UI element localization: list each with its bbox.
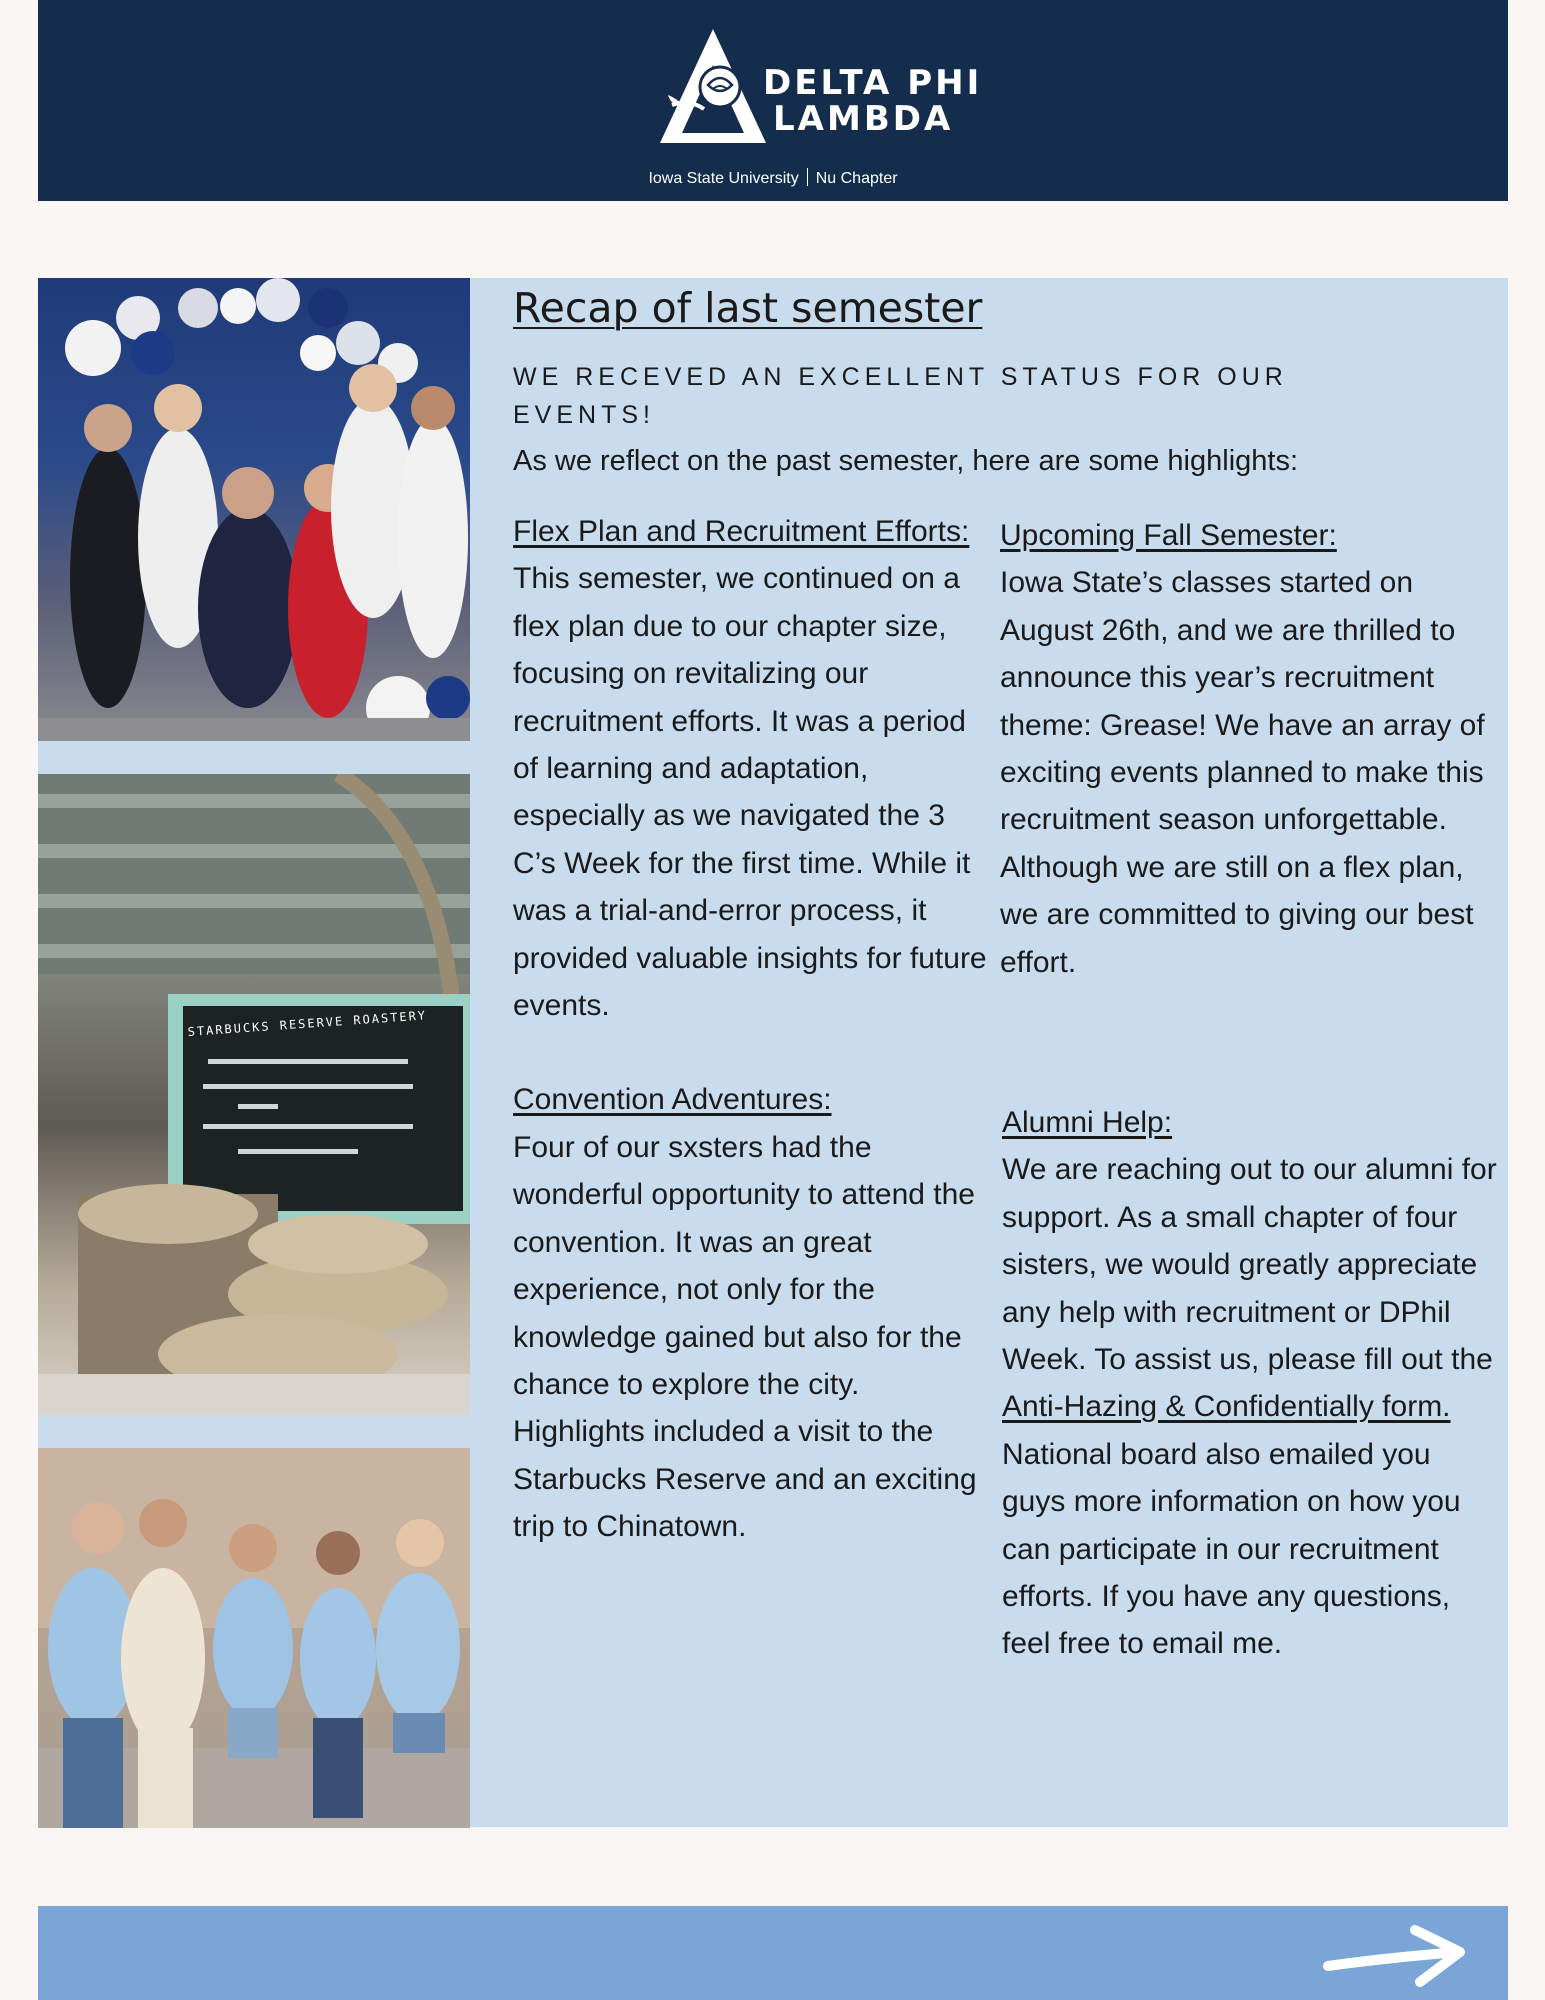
convention-heading: Convention Adventures: — [513, 1083, 832, 1117]
right-column-top — [1000, 512, 1500, 986]
fall-semester-heading: Upcoming Fall Semester: — [1000, 519, 1337, 552]
convention-body: Four of our sxsters had the wonderful opportunity to attend the convention. It was an great experience, not only for the knowledge gained but also for the chance to explore the city. Highlights included a visit to the Starbucks Reserve and an exciting trip to Chinatown. — [513, 1130, 977, 1544]
delta-rose-logo-icon — [658, 25, 768, 145]
university-name: Iowa State University — [648, 170, 799, 187]
chapter-logo — [658, 25, 983, 150]
chapter-name: Nu Chapter — [815, 170, 898, 187]
group-photo-balloons — [38, 278, 470, 741]
alumni-help-heading: Alumni Help: — [1002, 1106, 1173, 1139]
flex-plan-heading: Flex Plan and Recruitment Efforts: — [513, 515, 970, 548]
alumni-body-start: We are reaching out to our alumni for support. As a small chapter of four sisters, we would greatly appreciate any help with recruitment or DPhil Week. To assist us, please fill out the — [1002, 1153, 1497, 1377]
footer-bar — [38, 1906, 1508, 2000]
right-column-bottom — [1002, 1099, 1502, 1668]
alumni-help-body — [1002, 1146, 1502, 1667]
alumni-body-end: National board also emailed you guys more information on how you can participate in our recruitment efforts. If you have any questions, feel free to email me. — [1002, 1437, 1461, 1661]
org-name-line1: DELTA PHI — [763, 63, 983, 103]
status-announcement: WE RECEVED AN EXCELLENT STATUS FOR OUR EVENTS! — [513, 363, 1288, 429]
convention-group-photo — [38, 1448, 470, 1828]
roastery-sign-text: STARBUCKS RESERVE ROASTERY — [187, 1008, 428, 1039]
flex-plan-body: This semester, we continued on a flex plan due to our chapter size, focusing on revitalizing our recruitment efforts. It was a period of learning and adaptation, especially as we navigated the 3 C’s Week for the first time. While it was a trial-and-error process, it provided valuable insights for future events. — [513, 562, 987, 1023]
org-name-line2: LAMBDA — [773, 99, 954, 139]
fall-semester-body: Iowa State’s classes started on August 26th, and we are thrilled to announce this year’s recruitment theme: Grease! We have an array of exciting events planned to make this recruitment season unforgettable. Although we are still on a flex plan, we are committed to giving our best effort. — [1000, 566, 1485, 979]
starbucks-reserve-photo — [38, 774, 470, 1415]
left-column — [513, 508, 993, 1551]
divider — [807, 168, 808, 186]
intro-text: As we reflect on the past semester, here are some highlights: — [513, 445, 1299, 477]
right-arrow-icon[interactable] — [1320, 1922, 1470, 1992]
anti-hazing-form-link[interactable]: Anti-Hazing & Confidentially form. — [1002, 1390, 1451, 1424]
newsletter-header — [38, 0, 1508, 201]
chapter-subtitle — [38, 168, 1508, 188]
section-title: Recap of last semester — [513, 284, 983, 332]
